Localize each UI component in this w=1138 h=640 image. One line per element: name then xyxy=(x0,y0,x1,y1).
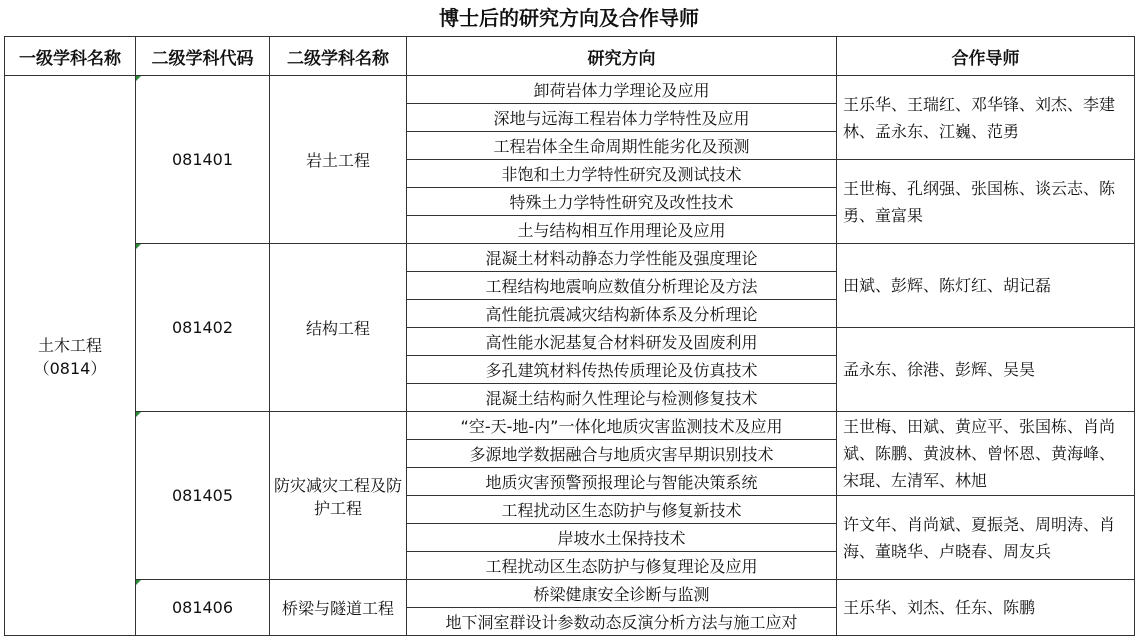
research-direction: 工程扰动区生态防护与修复理论及应用 xyxy=(407,552,837,580)
first-level-code: （0814） xyxy=(33,358,107,378)
discipline-code: 081406 xyxy=(136,580,270,636)
discipline-name: 岩土工程 xyxy=(270,76,407,244)
research-direction: 地质灾害预警预报理论与智能决策系统 xyxy=(407,468,837,496)
table-row xyxy=(5,244,1135,272)
header-second-level-name: 二级学科名称 xyxy=(270,37,407,76)
supervisor-list: 王乐华、刘杰、任东、陈鹏 xyxy=(837,580,1135,636)
research-direction: 卸荷岩体力学理论及应用 xyxy=(407,76,837,104)
discipline-name: 防灾减灾工程及防护工程 xyxy=(270,412,407,580)
supervisor-list: 孟永东、徐港、彭辉、吴昊 xyxy=(837,328,1135,412)
research-table xyxy=(4,36,1135,636)
research-direction: 多孔建筑材料传热传质理论及仿真技术 xyxy=(407,356,837,384)
header-research-direction: 研究方向 xyxy=(407,37,837,76)
table-row xyxy=(5,412,1135,440)
research-direction: 岸坡水土保持技术 xyxy=(407,524,837,552)
discipline-code: 081401 xyxy=(136,76,270,244)
research-direction: 桥梁健康安全诊断与监测 xyxy=(407,580,837,608)
discipline-name: 桥梁与隧道工程 xyxy=(270,580,407,636)
research-direction: 土与结构相互作用理论及应用 xyxy=(407,216,837,244)
supervisor-list: 田斌、彭辉、陈灯红、胡记磊 xyxy=(837,244,1135,328)
research-direction: 工程扰动区生态防护与修复新技术 xyxy=(407,496,837,524)
research-direction: 深地与远海工程岩体力学特性及应用 xyxy=(407,104,837,132)
header-second-level-code: 二级学科代码 xyxy=(136,37,270,76)
research-direction: 高性能水泥基复合材料研发及固废利用 xyxy=(407,328,837,356)
supervisor-list: 王世梅、田斌、黄应平、张国栋、肖尚斌、陈鹏、黄波林、曾怀恩、黄海峰、宋琨、左清军、林旭 xyxy=(837,412,1135,496)
research-direction: 混凝土材料动静态力学性能及强度理论 xyxy=(407,244,837,272)
discipline-name: 结构工程 xyxy=(270,244,407,412)
discipline-code: 081402 xyxy=(136,244,270,412)
research-direction: 非饱和土力学特性研究及测试技术 xyxy=(407,160,837,188)
header-first-level-name: 一级学科名称 xyxy=(5,37,136,76)
research-direction: 工程岩体全生命周期性能劣化及预测 xyxy=(407,132,837,160)
table-row xyxy=(5,580,1135,608)
research-direction: 地下洞室群设计参数动态反演分析方法与施工应对 xyxy=(407,608,837,636)
first-level-cell xyxy=(5,76,136,636)
research-direction: 高性能抗震减灾结构新体系及分析理论 xyxy=(407,300,837,328)
table-header-row xyxy=(5,37,1135,76)
supervisor-list: 王世梅、孔纲强、张国栋、谈云志、陈勇、童富果 xyxy=(837,160,1135,244)
discipline-code: 081405 xyxy=(136,412,270,580)
header-supervisors: 合作导师 xyxy=(837,37,1135,76)
research-direction: 多源地学数据融合与地质灾害早期识别技术 xyxy=(407,440,837,468)
research-direction: “空-天-地-内”一体化地质灾害监测技术及应用 xyxy=(407,412,837,440)
research-direction: 混凝土结构耐久性理论与检测修复技术 xyxy=(407,384,837,412)
first-level-name: 土木工程 xyxy=(37,335,102,355)
table-row xyxy=(5,76,1135,104)
research-direction: 工程结构地震响应数值分析理论及方法 xyxy=(407,272,837,300)
research-direction: 特殊土力学特性研究及改性技术 xyxy=(407,188,837,216)
page-title: 博士后的研究方向及合作导师 xyxy=(439,6,699,30)
supervisor-list: 王乐华、王瑞红、邓华锋、刘杰、李建林、孟永东、江巍、范勇 xyxy=(837,76,1135,160)
supervisor-list: 许文年、肖尚斌、夏振尧、周明涛、肖海、董晓华、卢晓春、周友兵 xyxy=(837,496,1135,580)
